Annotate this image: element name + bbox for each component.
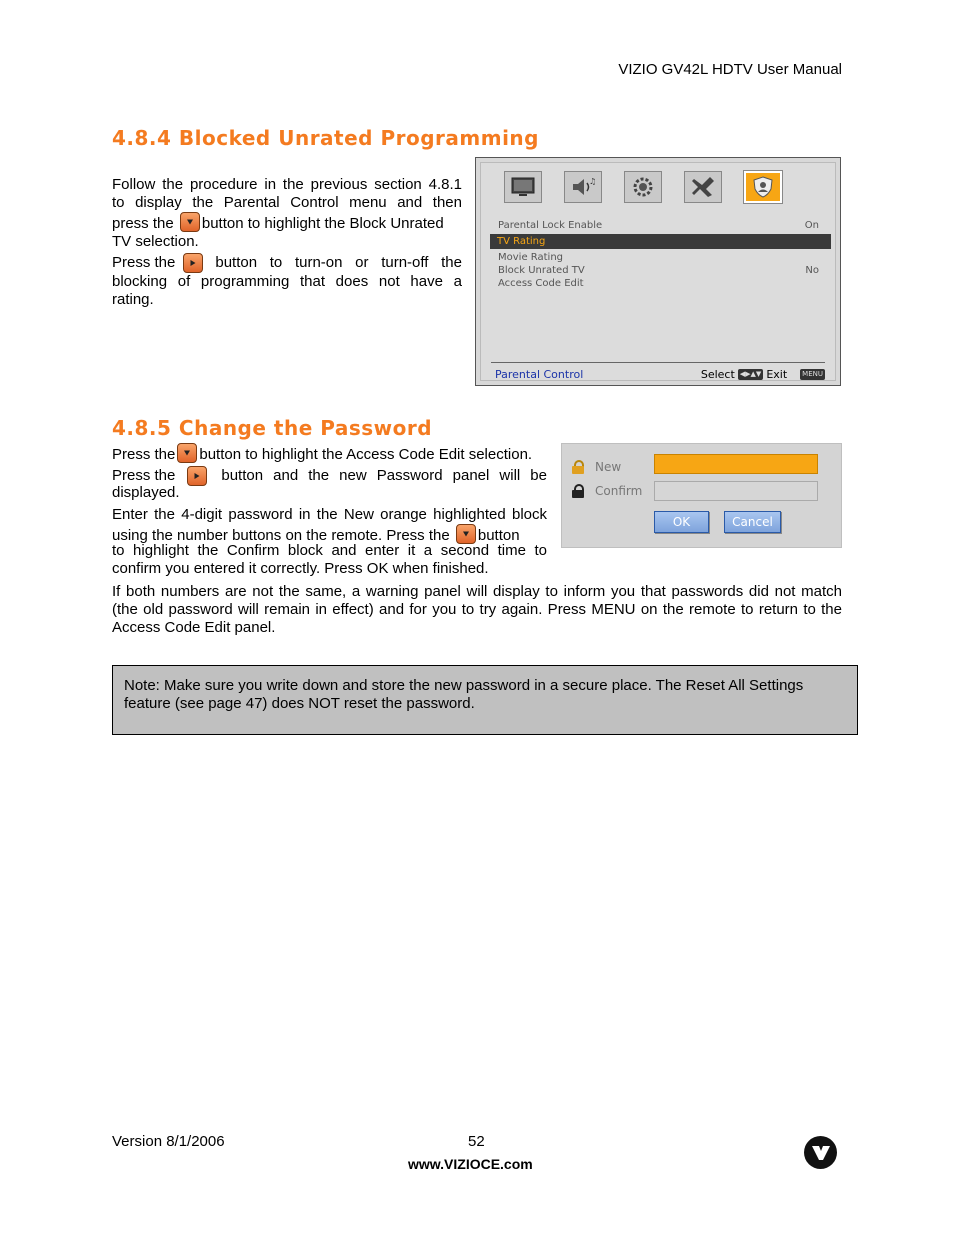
change-password-line-3: displayed. — [112, 484, 180, 501]
new-password-field[interactable] — [654, 454, 818, 474]
change-password-line-2 — [112, 466, 547, 486]
osd-item-label: Movie Rating — [498, 252, 564, 263]
change-password-line-6: to highlight the Confirm block and enter it a second time to — [112, 542, 547, 559]
new-password-label: New — [595, 460, 622, 474]
menu-key-icon: MENU — [802, 370, 823, 378]
confirm-password-label: Confirm — [595, 484, 643, 498]
text-line — [112, 253, 462, 273]
text-fragment: button to highlight the Block Unrated — [201, 215, 444, 232]
vizio-logo-icon — [804, 1136, 837, 1169]
osd-footer-title: Parental Control — [495, 368, 584, 381]
osd-select-label: Select — [700, 368, 735, 381]
parental-control-osd-screenshot — [475, 157, 841, 386]
text-fragment: press the — [112, 215, 174, 232]
text-fragment: button and the new Password panel will be — [221, 467, 547, 484]
text-fragment: using the number buttons on the remote. Press the — [112, 527, 450, 544]
tv-picture-icon — [504, 171, 542, 203]
text-fragment: Press the — [112, 467, 176, 484]
footer-version: Version 8/1/2006 — [112, 1133, 225, 1150]
cancel-button[interactable]: Cancel — [724, 511, 781, 533]
satellite-tuner-icon — [684, 171, 722, 203]
text-line: to display the Parental Control menu and then — [112, 194, 462, 211]
password-mismatch-paragraph: If both numbers are not the same, a warning panel will display to inform you that passwords did not match (the old password will remain in effect) and for you to try again. Press MENU on the remote to return to the Access Code Edit panel. — [112, 583, 842, 636]
text-fragment: button to highlight the Access Code Edit selection. — [199, 446, 533, 463]
change-password-line-7: confirm you entered it correctly. Press OK when finished. — [112, 560, 489, 577]
osd-item-access-code-edit[interactable] — [491, 277, 829, 290]
manual-title: VIZIO GV42L HDTV User Manual — [618, 61, 842, 78]
blocked-unrated-paragraph-1 — [112, 176, 462, 251]
down-arrow-button-icon — [177, 443, 197, 463]
text-fragment: button — [477, 527, 520, 544]
osd-item-label: Access Code Edit — [498, 278, 584, 289]
osd-item-tv-rating[interactable] — [490, 234, 831, 249]
section-heading-change-password: 4.8.5 Change the Password — [112, 416, 433, 440]
lock-closed-icon — [572, 484, 584, 498]
right-arrow-button-icon — [187, 466, 207, 486]
footer-page-number: 52 — [468, 1133, 485, 1150]
osd-footer-divider — [491, 362, 825, 363]
down-arrow-button-icon — [180, 212, 200, 232]
footer-url[interactable]: www.VIZIOCE.com — [408, 1156, 533, 1172]
osd-item-label: TV Rating — [497, 236, 546, 247]
password-panel-screenshot — [561, 443, 842, 548]
osd-item-movie-rating[interactable] — [491, 251, 829, 264]
text-line: TV selection. — [112, 233, 199, 250]
text-line: blocking of programming that does not have a — [112, 273, 462, 290]
speaker-audio-icon — [564, 171, 602, 203]
svg-text:♫: ♫ — [589, 177, 596, 186]
confirm-password-field[interactable] — [654, 481, 818, 501]
osd-item-label: Parental Lock Enable — [498, 220, 603, 231]
parental-shield-icon — [744, 171, 782, 203]
text-line: Follow the procedure in the previous section 4.8.1 — [112, 176, 462, 193]
osd-item-label: Block Unrated TV — [498, 265, 585, 276]
text-line: rating. — [112, 291, 154, 308]
osd-item-parental-lock-enable[interactable] — [491, 219, 829, 232]
section-heading-blocked-unrated: 4.8.4 Blocked Unrated Programming — [112, 126, 539, 150]
text-fragment: button to turn-on or turn-off the — [215, 254, 462, 271]
osd-item-block-unrated-tv[interactable] — [491, 264, 829, 277]
text-fragment: Press the — [112, 254, 176, 271]
right-arrow-button-icon — [183, 253, 203, 273]
note-box: Note: Make sure you write down and store the new password in a secure place. The Reset All Settings feature (see page 47) does NOT reset the password. — [112, 665, 858, 735]
osd-inner-panel — [480, 162, 836, 381]
gear-setup-icon — [624, 171, 662, 203]
osd-item-value: No — [805, 265, 819, 276]
text-fragment: Press the — [112, 446, 176, 463]
text-line — [112, 212, 462, 233]
change-password-line-1 — [112, 443, 552, 464]
change-password-line-4: Enter the 4-digit password in the New orange highlighted block — [112, 506, 547, 523]
arrow-keys-icon: ◀▶▲▼ — [739, 370, 762, 378]
ok-button[interactable]: OK — [654, 511, 709, 533]
down-arrow-button-icon — [456, 524, 476, 544]
osd-exit-label: Exit — [766, 368, 788, 381]
osd-footer-hints — [701, 368, 825, 381]
osd-item-value: On — [804, 220, 819, 231]
blocked-unrated-paragraph-2 — [112, 253, 462, 309]
lock-open-icon — [572, 460, 584, 474]
